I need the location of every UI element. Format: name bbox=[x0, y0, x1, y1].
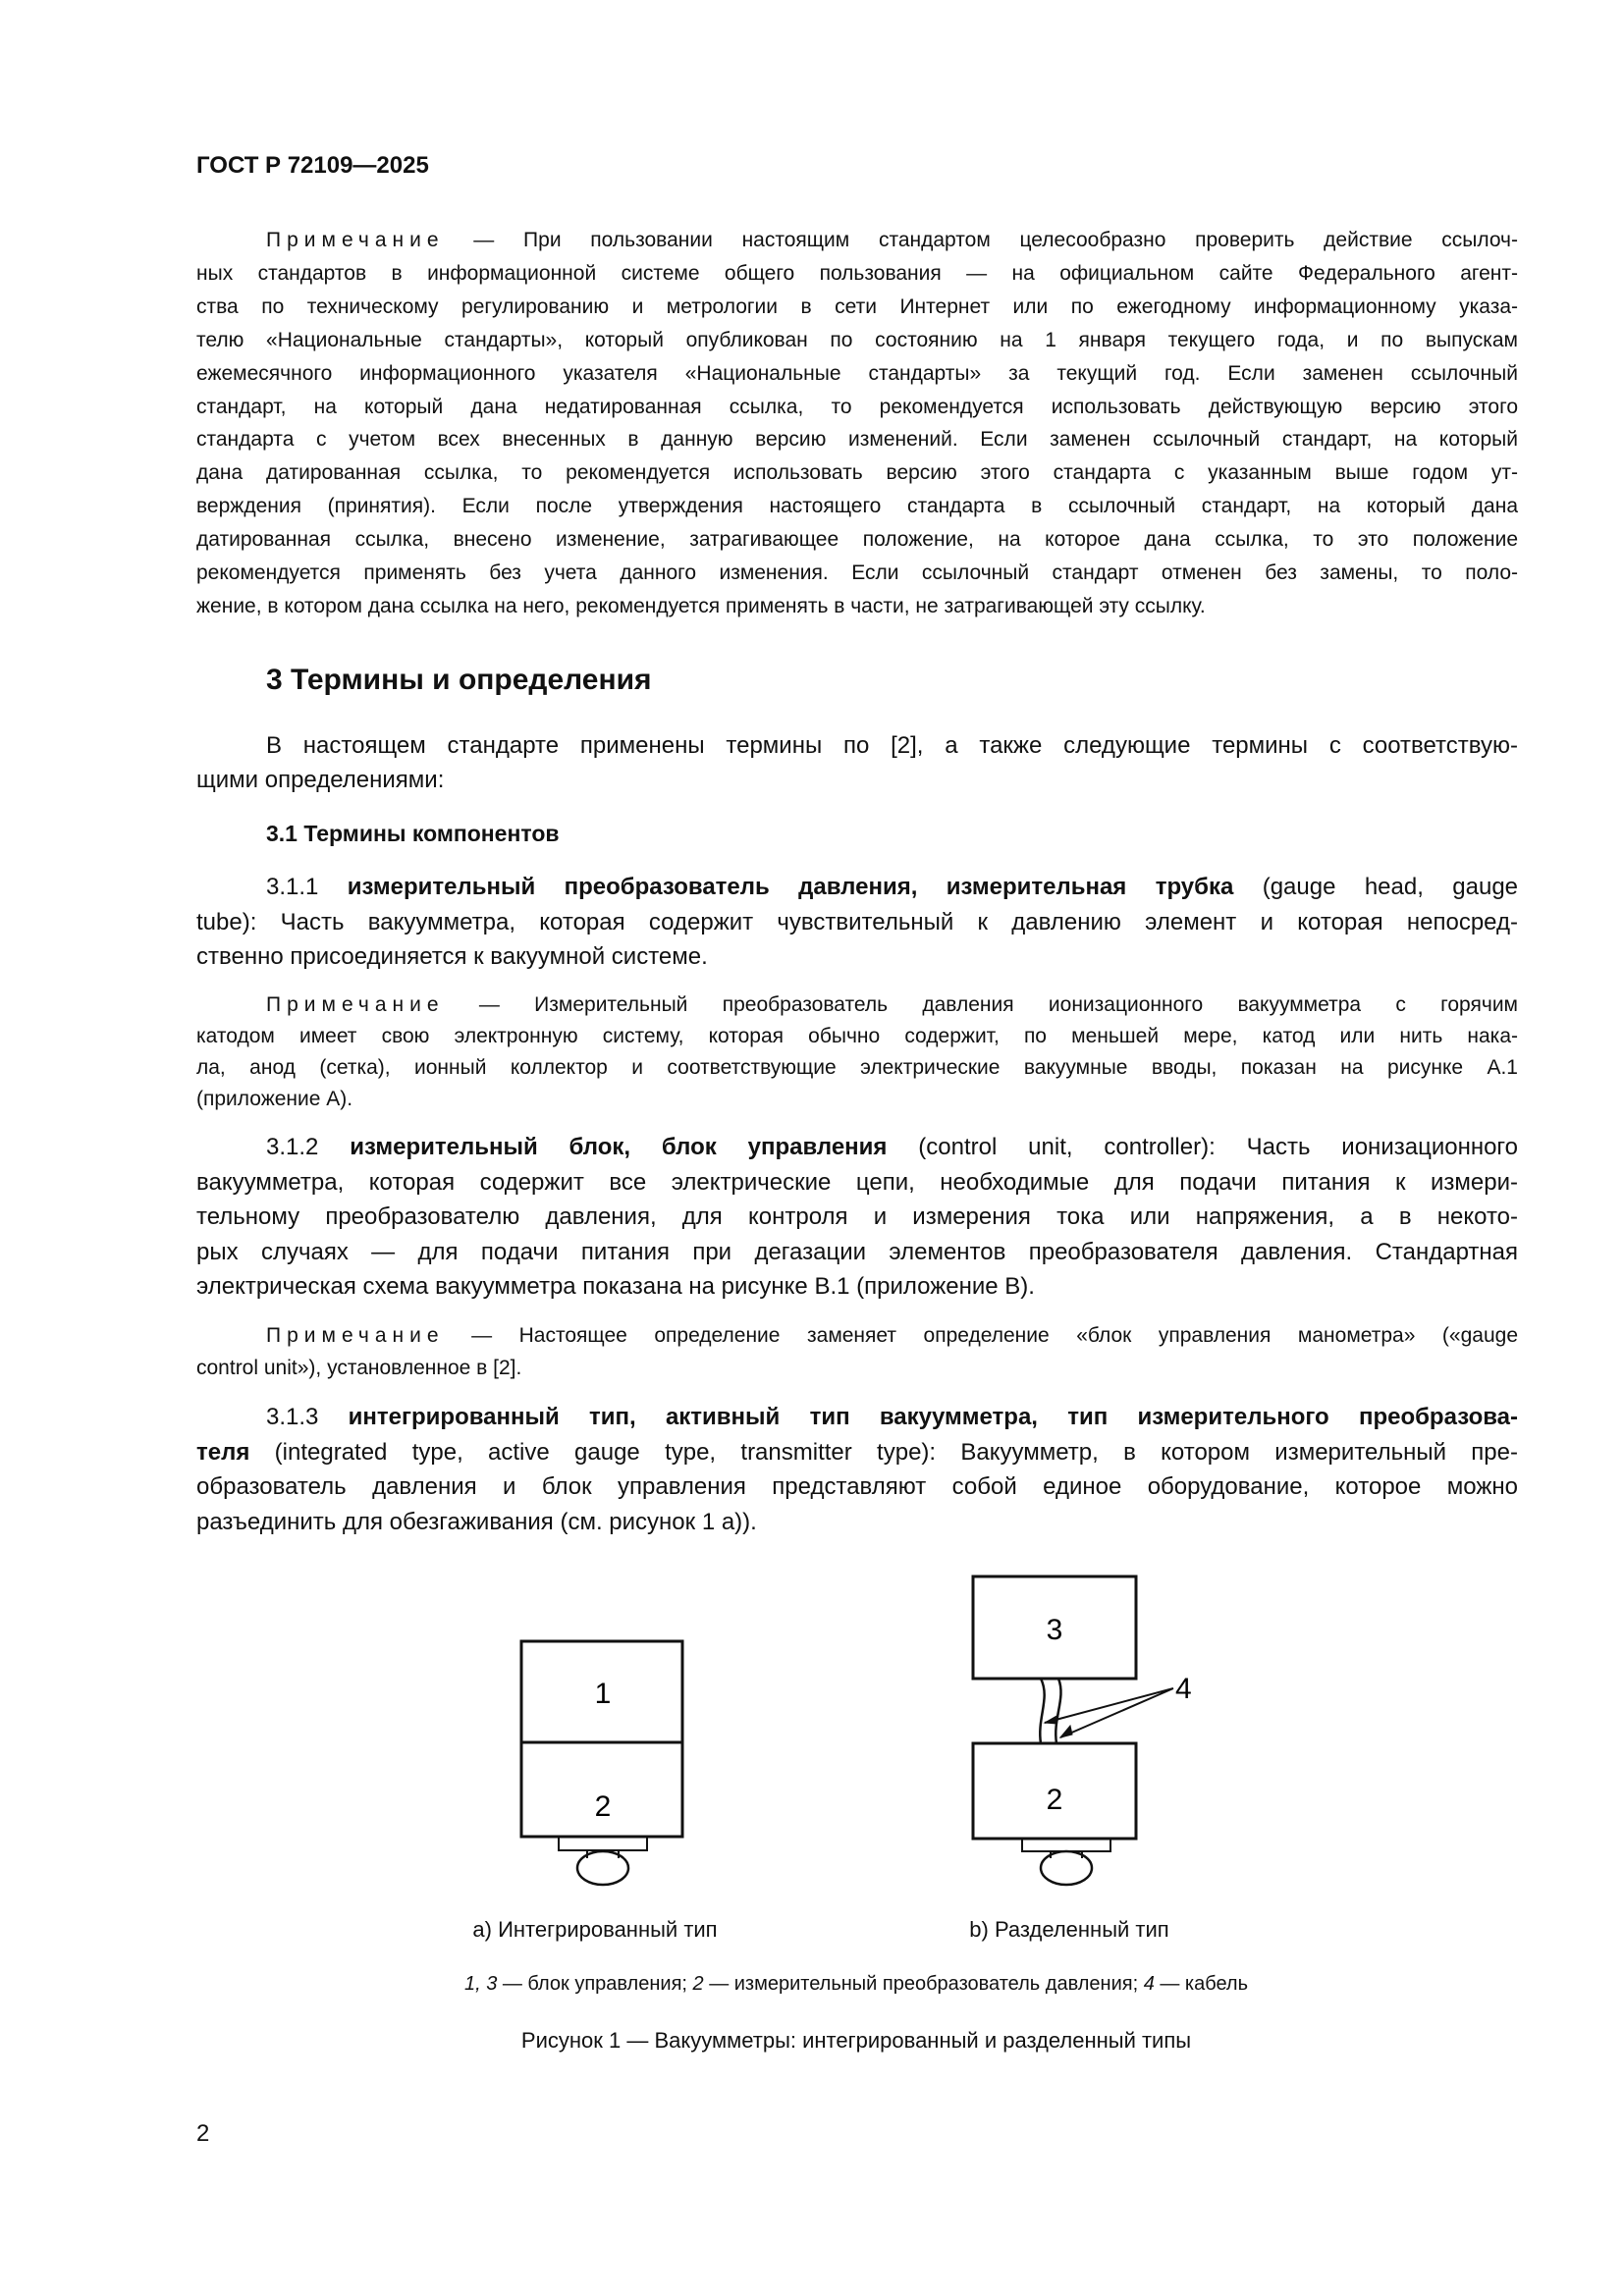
legend-segment: — блок управления; bbox=[497, 1973, 693, 1995]
text-segment: стандарт, на который дана недатированная ссылка, то рекомендуется использовать действующую версию этого bbox=[196, 395, 1518, 418]
text-segment: control unit»), установленное в [2]. bbox=[196, 1357, 522, 1379]
text-segment: 3.1.2 bbox=[266, 1134, 351, 1160]
text-segment: (gauge head, gauge bbox=[1233, 874, 1519, 900]
figure-legend bbox=[464, 1973, 1248, 1996]
text-segment: электрическая схема вакуумметра показана на рисунке В.1 (приложение В). bbox=[196, 1273, 1035, 1300]
legend-segment: — кабель bbox=[1154, 1973, 1249, 1995]
legend-segment: — измерительный преобразователь давления; bbox=[703, 1973, 1144, 1995]
term-name: интегрированный тип, активный тип вакуумметра, тип измерительного преобразова- bbox=[348, 1404, 1519, 1430]
text-segment: (integrated type, active gauge type, transmitter type): Вакуумметр, в котором измерительный пре- bbox=[249, 1438, 1518, 1466]
text-segment: 3.1.3 bbox=[266, 1404, 349, 1430]
text-segment: — Настоящее определение заменяет определение «блок управления манометра» («gauge bbox=[444, 1324, 1518, 1347]
text-segment: датированная ссылка, внесено изменение, затрагивающее положение, на которое дана ссылка, то это положение bbox=[196, 528, 1518, 552]
flange bbox=[559, 1837, 647, 1850]
text-segment: ежемесячного информационного указателя «Национальные стандарты» за текущий год. Если заменен ссылочный bbox=[196, 361, 1518, 385]
text-segment: ных стандартов в информационной системе общего пользования — на официальном сайте Федерального агент- bbox=[196, 261, 1518, 285]
text-segment: стандарта с учетом всех внесенных в данную версию изменений. Если заменен ссылочный стандарт, на который bbox=[196, 428, 1518, 452]
note-label: Примечание bbox=[266, 1324, 445, 1347]
caption-b: b) Разделенный тип bbox=[969, 1917, 1169, 1942]
port bbox=[577, 1851, 628, 1885]
text-segment: вакуумметра, которая содержит все электрические цепи, необходимые для подачи питания к измери- bbox=[196, 1168, 1518, 1196]
legend-segment: 2 bbox=[692, 1973, 704, 1995]
text-segment: телю «Национальные стандарты», который опубликован по состоянию на 1 января текущего года, и по выпускам bbox=[196, 328, 1518, 351]
text-segment: ла, анод (сетка), ионный коллектор и соответствующие электрические вакуумные вводы, показан на рисунке А.1 bbox=[196, 1056, 1518, 1079]
text-segment: жение, в котором дана ссылка на него, рекомендуется применять в части, не затрагивающей эту ссылку. bbox=[196, 594, 1206, 617]
label-1: 1 bbox=[594, 1678, 612, 1710]
text-segment: рых случаях — для подачи питания при дегазации элементов преобразователя давления. Стандартная bbox=[196, 1238, 1518, 1265]
label-2b: 2 bbox=[1046, 1784, 1063, 1816]
legend-segment: 1, 3 bbox=[463, 1973, 498, 1995]
text-segment: верждения (принятия). Если после утверждения настоящего стандарта в ссылочный стандарт, на который дана bbox=[196, 495, 1518, 518]
text-segment: — При пользовании настоящим стандартом целесообразно проверить действие ссылоч- bbox=[444, 229, 1518, 251]
text-segment: ственно присоединяется к вакуумной системе. bbox=[196, 943, 708, 970]
port bbox=[1041, 1851, 1092, 1885]
text-segment: тельному преобразователю давления, для контроля и измерения тока или напряжения, а в некото- bbox=[196, 1203, 1518, 1230]
text-segment: рекомендуется применять без учета данного изменения. Если ссылочный стандарт отменен без замены, то поло- bbox=[196, 561, 1518, 584]
document-code-header: ГОСТ Р 72109—2025 bbox=[196, 152, 429, 179]
text-segment: катодом имеет свою электронную систему, которая обычно содержит, по меньшей мере, катод или нить нака- bbox=[196, 1025, 1518, 1047]
term-name: теля bbox=[196, 1438, 250, 1466]
text-segment: (приложение А). bbox=[196, 1088, 353, 1110]
label-3: 3 bbox=[1046, 1614, 1063, 1646]
text-segment: (control unit, controller): Часть ионизационного bbox=[887, 1134, 1519, 1160]
text-segment: tube): Часть вакуумметра, которая содержит чувствительный к давлению элемент и которая непосред- bbox=[196, 908, 1518, 935]
note-label: Примечание bbox=[266, 229, 445, 251]
text-segment: дана датированная ссылка, то рекомендуется использовать версию этого стандарта с указанным выше годом ут- bbox=[196, 461, 1518, 485]
separated-gauge bbox=[973, 1576, 1173, 1885]
term-name: измерительный блок, блок управления bbox=[350, 1134, 888, 1160]
legend-segment: 4 bbox=[1143, 1973, 1155, 1995]
text-segment: 3.1.1 bbox=[266, 874, 348, 900]
text-segment: — Измерительный преобразователь давления ионизационного вакуумметра с горячим bbox=[444, 993, 1518, 1016]
page-number: 2 bbox=[196, 2120, 210, 2147]
note-label: Примечание bbox=[266, 993, 445, 1016]
cable bbox=[1040, 1679, 1060, 1743]
text-segment: разъединить для обезгаживания (см. рисунок 1 а)). bbox=[196, 1509, 757, 1536]
section-heading: 3 Термины и определения bbox=[266, 664, 652, 696]
text-segment: В настоящем стандарте применены термины по [2], а также следующие термины с соответствую- bbox=[266, 732, 1518, 759]
label-4: 4 bbox=[1175, 1673, 1192, 1705]
caption-a: а) Интегрированный тип bbox=[472, 1917, 718, 1942]
label-2a: 2 bbox=[594, 1790, 612, 1823]
term-name: измерительный преобразователь давления, измерительная трубка bbox=[347, 874, 1234, 900]
leader-lines bbox=[1045, 1688, 1173, 1737]
subsection-heading: 3.1 Термины компонентов bbox=[266, 821, 560, 846]
text-segment: ства по техническому регулированию и метрологии в сети Интернет или по ежегодному информационному указа- bbox=[196, 294, 1518, 318]
figure-title: Рисунок 1 — Вакуумметры: интегрированный и разделенный типы bbox=[520, 2028, 1192, 2053]
text-segment: образователь давления и блок управления представляют собой единое оборудование, которое можно bbox=[196, 1473, 1518, 1501]
flange bbox=[1022, 1839, 1110, 1851]
text-segment: щими определениями: bbox=[196, 767, 445, 793]
